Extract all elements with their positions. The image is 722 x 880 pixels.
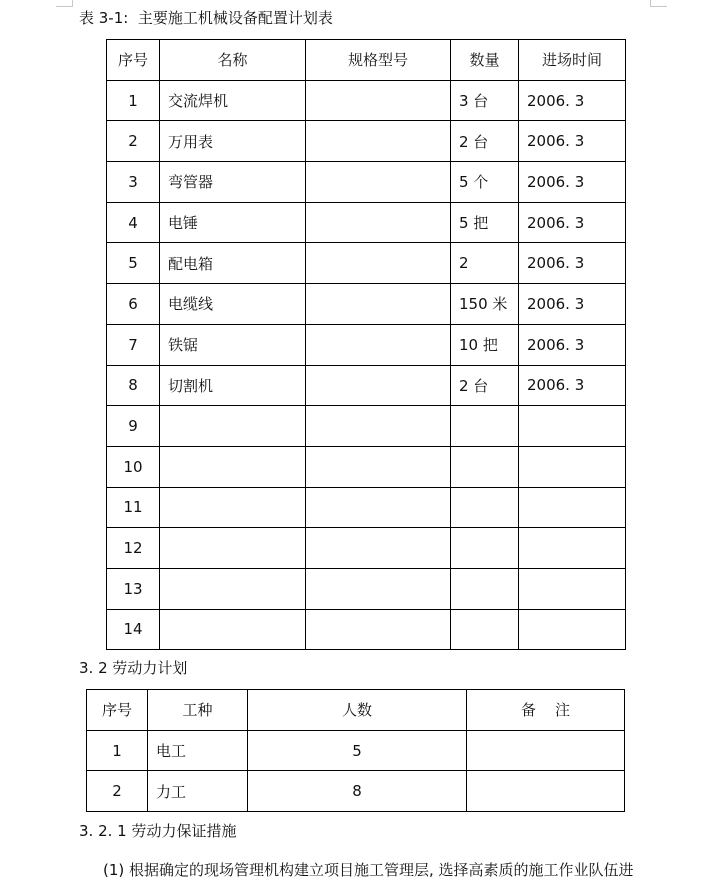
table-row (107, 406, 626, 447)
table-cell: 1 (107, 80, 160, 121)
table-cell (306, 324, 451, 365)
table-cell: 3 台 (451, 80, 519, 121)
table-cell: 2006. 3 (519, 121, 626, 162)
table-cell (519, 609, 626, 650)
table-row (107, 80, 626, 121)
column-header: 序号 (107, 40, 160, 81)
table-cell (306, 365, 451, 406)
table-cell: 9 (107, 406, 160, 447)
column-header: 人数 (248, 690, 467, 731)
page-corner-mark-left (56, 0, 73, 7)
section-heading-labor-guarantee: 3. 2. 1 劳动力保证措施 (79, 822, 237, 840)
table-cell: 6 (107, 284, 160, 325)
table-cell (160, 568, 306, 609)
table-cell: 10 (107, 446, 160, 487)
table-cell (451, 568, 519, 609)
table-cell (306, 162, 451, 203)
column-header: 工种 (148, 690, 248, 731)
table-row (107, 446, 626, 487)
table-cell: 12 (107, 528, 160, 569)
table-row (107, 284, 626, 325)
body-paragraph: (1) 根据确定的现场管理机构建立项目施工管理层, 选择高素质的施工作业队伍进 (103, 861, 634, 879)
table-cell (519, 446, 626, 487)
table-cell (519, 528, 626, 569)
table-cell: 铁锯 (160, 324, 306, 365)
column-header: 序号 (87, 690, 148, 731)
table-cell (160, 406, 306, 447)
table-caption: 表 3-1: 主要施工机械设备配置计划表 (79, 9, 333, 27)
table-cell (519, 406, 626, 447)
table-cell: 2006. 3 (519, 284, 626, 325)
table-cell: 万用表 (160, 121, 306, 162)
table-cell: 2006. 3 (519, 202, 626, 243)
table-cell: 5 个 (451, 162, 519, 203)
table-row (107, 568, 626, 609)
table-cell (451, 609, 519, 650)
column-header: 名称 (160, 40, 306, 81)
table-row (107, 324, 626, 365)
table-row (107, 365, 626, 406)
equipment-table (106, 39, 626, 650)
table-cell: 150 米 (451, 284, 519, 325)
table-row (107, 162, 626, 203)
table-cell (306, 202, 451, 243)
table-cell: 2 (107, 121, 160, 162)
section-heading-labor-plan: 3. 2 劳动力计划 (79, 659, 188, 677)
column-header: 备 注 (467, 690, 625, 731)
table-cell (306, 528, 451, 569)
table-cell (306, 446, 451, 487)
table-cell: 5 (248, 730, 467, 771)
table-cell (160, 528, 306, 569)
table-cell: 2 台 (451, 121, 519, 162)
table-cell: 配电箱 (160, 243, 306, 284)
table-row (107, 609, 626, 650)
table-cell: 14 (107, 609, 160, 650)
table-cell (467, 771, 625, 812)
table-cell: 2 台 (451, 365, 519, 406)
table-row (107, 202, 626, 243)
table-cell (519, 487, 626, 528)
table-cell: 电工 (148, 730, 248, 771)
table-cell (451, 446, 519, 487)
table-row (107, 528, 626, 569)
column-header: 数量 (451, 40, 519, 81)
column-header: 规格型号 (306, 40, 451, 81)
table-row (107, 121, 626, 162)
table-cell: 切割机 (160, 365, 306, 406)
table-cell: 13 (107, 568, 160, 609)
table-cell (306, 80, 451, 121)
table-cell (306, 121, 451, 162)
table-row (87, 730, 625, 771)
labor-table (86, 689, 625, 812)
table-cell (519, 568, 626, 609)
table-row (107, 243, 626, 284)
table-cell (467, 730, 625, 771)
table-cell: 10 把 (451, 324, 519, 365)
column-header: 进场时间 (519, 40, 626, 81)
table-cell: 2006. 3 (519, 243, 626, 284)
table-cell: 2006. 3 (519, 365, 626, 406)
table-cell: 2006. 3 (519, 324, 626, 365)
table-row (107, 487, 626, 528)
table-row (87, 771, 625, 812)
table-cell (306, 243, 451, 284)
table-cell: 电缆线 (160, 284, 306, 325)
table-cell (451, 528, 519, 569)
table-cell: 2 (451, 243, 519, 284)
table-cell: 交流焊机 (160, 80, 306, 121)
table-cell: 2006. 3 (519, 162, 626, 203)
table-cell: 电锤 (160, 202, 306, 243)
table-cell (451, 406, 519, 447)
table-cell: 8 (107, 365, 160, 406)
table-cell: 1 (87, 730, 148, 771)
table-cell: 11 (107, 487, 160, 528)
table-cell (306, 487, 451, 528)
table-header-row (107, 40, 626, 81)
table-cell: 8 (248, 771, 467, 812)
table-cell (306, 568, 451, 609)
table-cell (160, 609, 306, 650)
table-cell: 5 (107, 243, 160, 284)
table-cell (451, 487, 519, 528)
page-corner-mark-right (650, 0, 667, 7)
table-cell: 2 (87, 771, 148, 812)
table-cell (306, 609, 451, 650)
table-cell: 弯管器 (160, 162, 306, 203)
table-cell: 3 (107, 162, 160, 203)
table-cell (306, 406, 451, 447)
table-cell: 2006. 3 (519, 80, 626, 121)
table-header-row (87, 690, 625, 731)
table-cell (306, 284, 451, 325)
table-cell: 7 (107, 324, 160, 365)
table-cell: 力工 (148, 771, 248, 812)
table-cell (160, 446, 306, 487)
table-cell: 5 把 (451, 202, 519, 243)
table-cell (160, 487, 306, 528)
table-cell: 4 (107, 202, 160, 243)
